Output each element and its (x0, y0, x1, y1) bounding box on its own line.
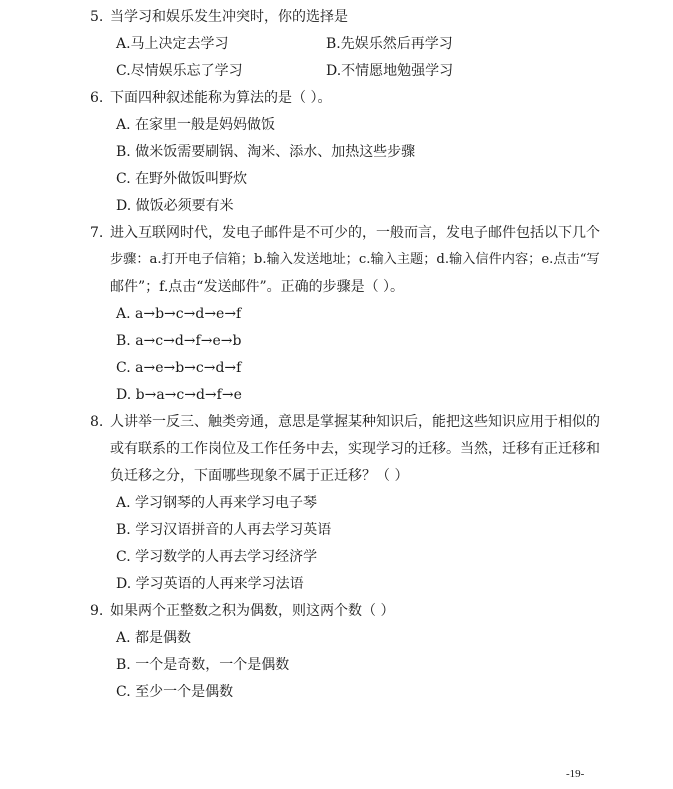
option-d: D. 学习英语的人再来学习法语 (116, 576, 304, 592)
question-stem-line-3: 负迁移之分，下面哪些现象不属于正迁移？（ ） (110, 468, 409, 484)
option-d: D. 做饭必须要有米 (116, 198, 234, 214)
option-c: C. 至少一个是偶数 (116, 684, 234, 700)
option-b: B.先娱乐然后再学习 (326, 36, 453, 52)
question-stem-line-1: 人讲举一反三、触类旁通，意思是掌握某种知识后，能把这些知识应用于相似的 (110, 414, 600, 430)
option-c: C. 在野外做饭叫野炊 (116, 171, 248, 187)
option-c: C. a→e→b→c→d→f (116, 360, 242, 376)
question-stem-line-1: 进入互联网时代，发电子邮件是不可少的，一般而言，发电子邮件包括以下几个 (110, 225, 600, 241)
option-b: B. a→c→d→f→e→b (116, 333, 242, 349)
question-stem-line-2: 步骤：a.打开电子信箱；b.输入发送地址；c.输入主题；d.输入信件内容；e.点击“写 (110, 252, 600, 267)
question-stem-line-3: 邮件”；f.点击“发送邮件”。正确的步骤是（ ）。 (110, 279, 405, 295)
page-number: -19- (566, 768, 585, 780)
option-c: C. 学习数学的人再去学习经济学 (116, 549, 318, 565)
option-b: B. 学习汉语拼音的人再去学习英语 (116, 522, 332, 538)
option-c: C.尽情娱乐忘了学习 (116, 63, 243, 79)
option-a: A.马上决定去学习 (116, 36, 229, 52)
question-number: 7. (90, 225, 104, 241)
question-number: 5. (90, 9, 104, 25)
option-b: B. 一个是奇数，一个是偶数 (116, 657, 290, 673)
question-stem-line-2: 或有联系的工作岗位及工作任务中去，实现学习的迁移。当然，迁移有正迁移和 (110, 441, 600, 457)
option-a: A. 都是偶数 (116, 630, 192, 646)
option-a: A. 学习钢琴的人再来学习电子琴 (116, 495, 318, 511)
question-stem: 下面四种叙述能称为算法的是（ ）。 (110, 90, 332, 106)
question-number: 8. (90, 414, 104, 430)
option-b: B. 做米饭需要刷锅、淘米、添水、加热这些步骤 (116, 144, 416, 160)
question-stem: 当学习和娱乐发生冲突时，你的选择是 (110, 9, 348, 25)
option-a: A. 在家里一般是妈妈做饭 (116, 117, 276, 133)
option-d: D. b→a→c→d→f→e (116, 387, 242, 403)
question-number: 9. (90, 603, 104, 619)
option-d: D.不情愿地勉强学习 (326, 63, 454, 79)
question-number: 6. (90, 90, 104, 106)
question-stem: 如果两个正整数之积为偶数，则这两个数（ ） (110, 603, 395, 619)
option-a: A. a→b→c→d→e→f (116, 306, 242, 322)
